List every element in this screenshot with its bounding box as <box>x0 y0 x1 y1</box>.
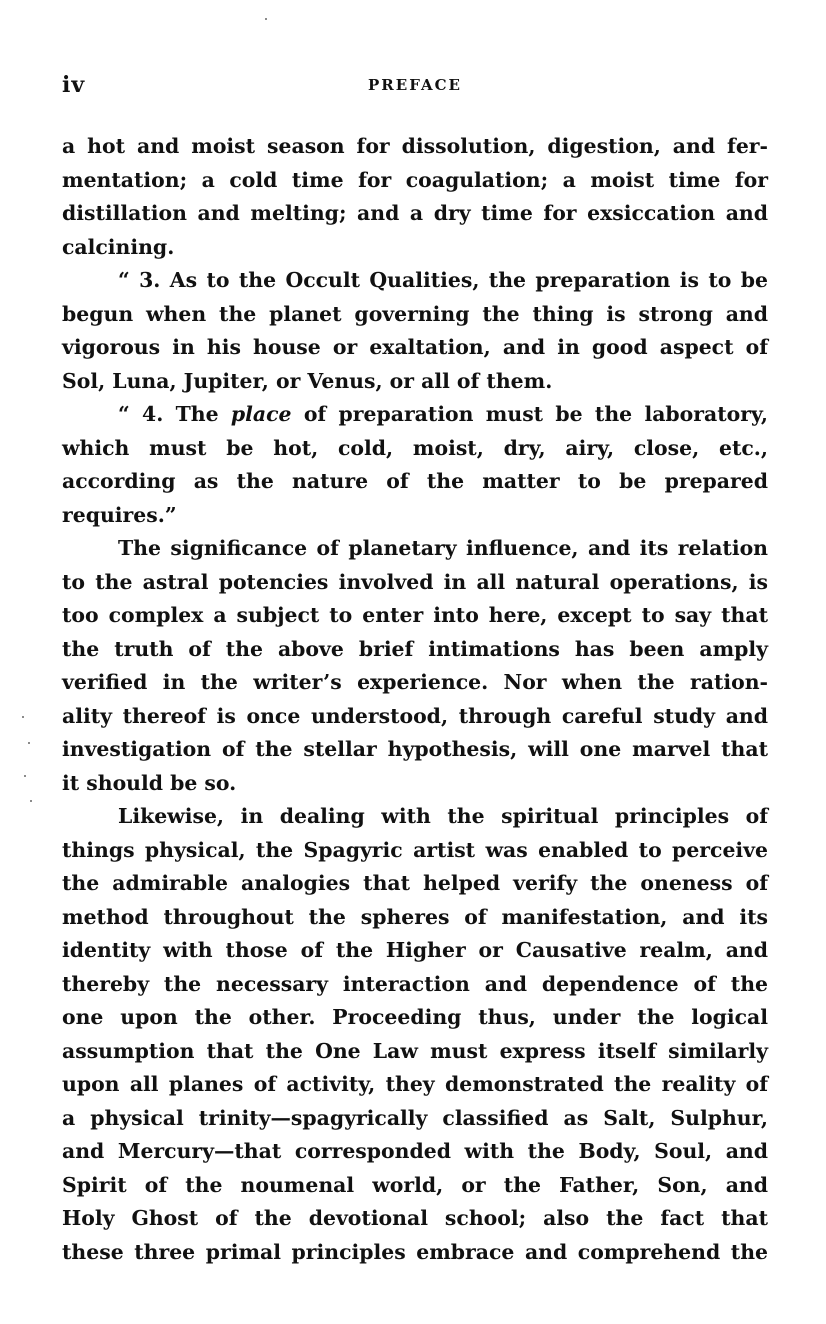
text-line: investigation of the stellar hypothesis, will one marvel that <box>62 737 768 761</box>
text-line: “ 4. The place of preparation must be the laboratory, <box>118 402 768 426</box>
text-line: one upon the other. Proceeding thus, under the logical <box>62 1005 768 1029</box>
scan-speck <box>22 716 24 718</box>
text-line: a physical trinity—spagyrically classified as Salt, Sulphur, <box>62 1105 768 1130</box>
book-page <box>62 0 768 1324</box>
text-line: distillation and melting; and a dry time for exsiccation and <box>62 201 768 225</box>
text-line: assumption that the One Law must express itself similarly <box>62 1038 768 1063</box>
text-line: things physical, the Spagyric artist was enabled to perceive <box>62 837 768 862</box>
text-line: calcining. <box>62 234 175 259</box>
text-line: according as the nature of the matter to be prepared <box>62 469 768 493</box>
text-line: requires.” <box>62 502 177 527</box>
text-line: the truth of the above brief intimations has been amply <box>62 636 768 661</box>
text-line: ality thereof is once understood, through careful study and <box>62 703 768 728</box>
text-line: and Mercury—that corresponded with the Body, Soul, and <box>62 1139 768 1163</box>
scan-speck <box>24 775 26 777</box>
text-line: verified in the writer’s experience. Nor when the ration- <box>62 670 768 694</box>
text-line: Holy Ghost of the devotional school; also the fact that <box>62 1206 768 1230</box>
scan-speck <box>265 18 267 20</box>
text-line: these three primal principles embrace and comprehend the <box>62 1239 768 1264</box>
scan-speck <box>28 742 30 744</box>
running-head: PREFACE <box>368 76 462 94</box>
emphasized-word: place <box>230 402 292 426</box>
text-line: too complex a subject to enter into here, except to say that <box>62 603 768 627</box>
text-line: to the astral potencies involved in all natural operations, is <box>62 569 768 594</box>
scan-speck <box>30 800 32 802</box>
text-line: upon all planes of activity, they demonstrated the reality of <box>62 1072 768 1096</box>
text-line: thereby the necessary interaction and dependence of the <box>62 971 768 996</box>
text-line: which must be hot, cold, moist, dry, airy, close, etc., <box>62 435 768 460</box>
text-line: it should be so. <box>62 770 237 795</box>
text-line: “ 3. As to the Occult Qualities, the preparation is to be <box>118 268 768 292</box>
text-line: method throughout the spheres of manifestation, and its <box>62 904 768 929</box>
text-line: the admirable analogies that helped verify the oneness of <box>62 871 768 895</box>
text-line: begun when the planet governing the thing is strong and <box>62 301 768 326</box>
text-line: Spirit of the noumenal world, or the Father, Son, and <box>62 1172 768 1197</box>
page-header <box>62 72 768 102</box>
page-number: iv <box>62 72 86 98</box>
text-line: Likewise, in dealing with the spiritual principles of <box>118 804 768 828</box>
text-line: vigorous in his house or exaltation, and in good aspect of <box>62 335 768 359</box>
text-line: a hot and moist season for dissolution, digestion, and fer- <box>62 134 768 158</box>
text-line: The significance of planetary influence, and its relation <box>118 536 768 560</box>
text-line: Sol, Luna, Jupiter, or Venus, or all of them. <box>62 368 553 393</box>
body-text <box>62 130 768 1269</box>
text-line: identity with those of the Higher or Causative realm, and <box>62 938 768 962</box>
text-line: mentation; a cold time for coagulation; a moist time for <box>62 167 768 192</box>
